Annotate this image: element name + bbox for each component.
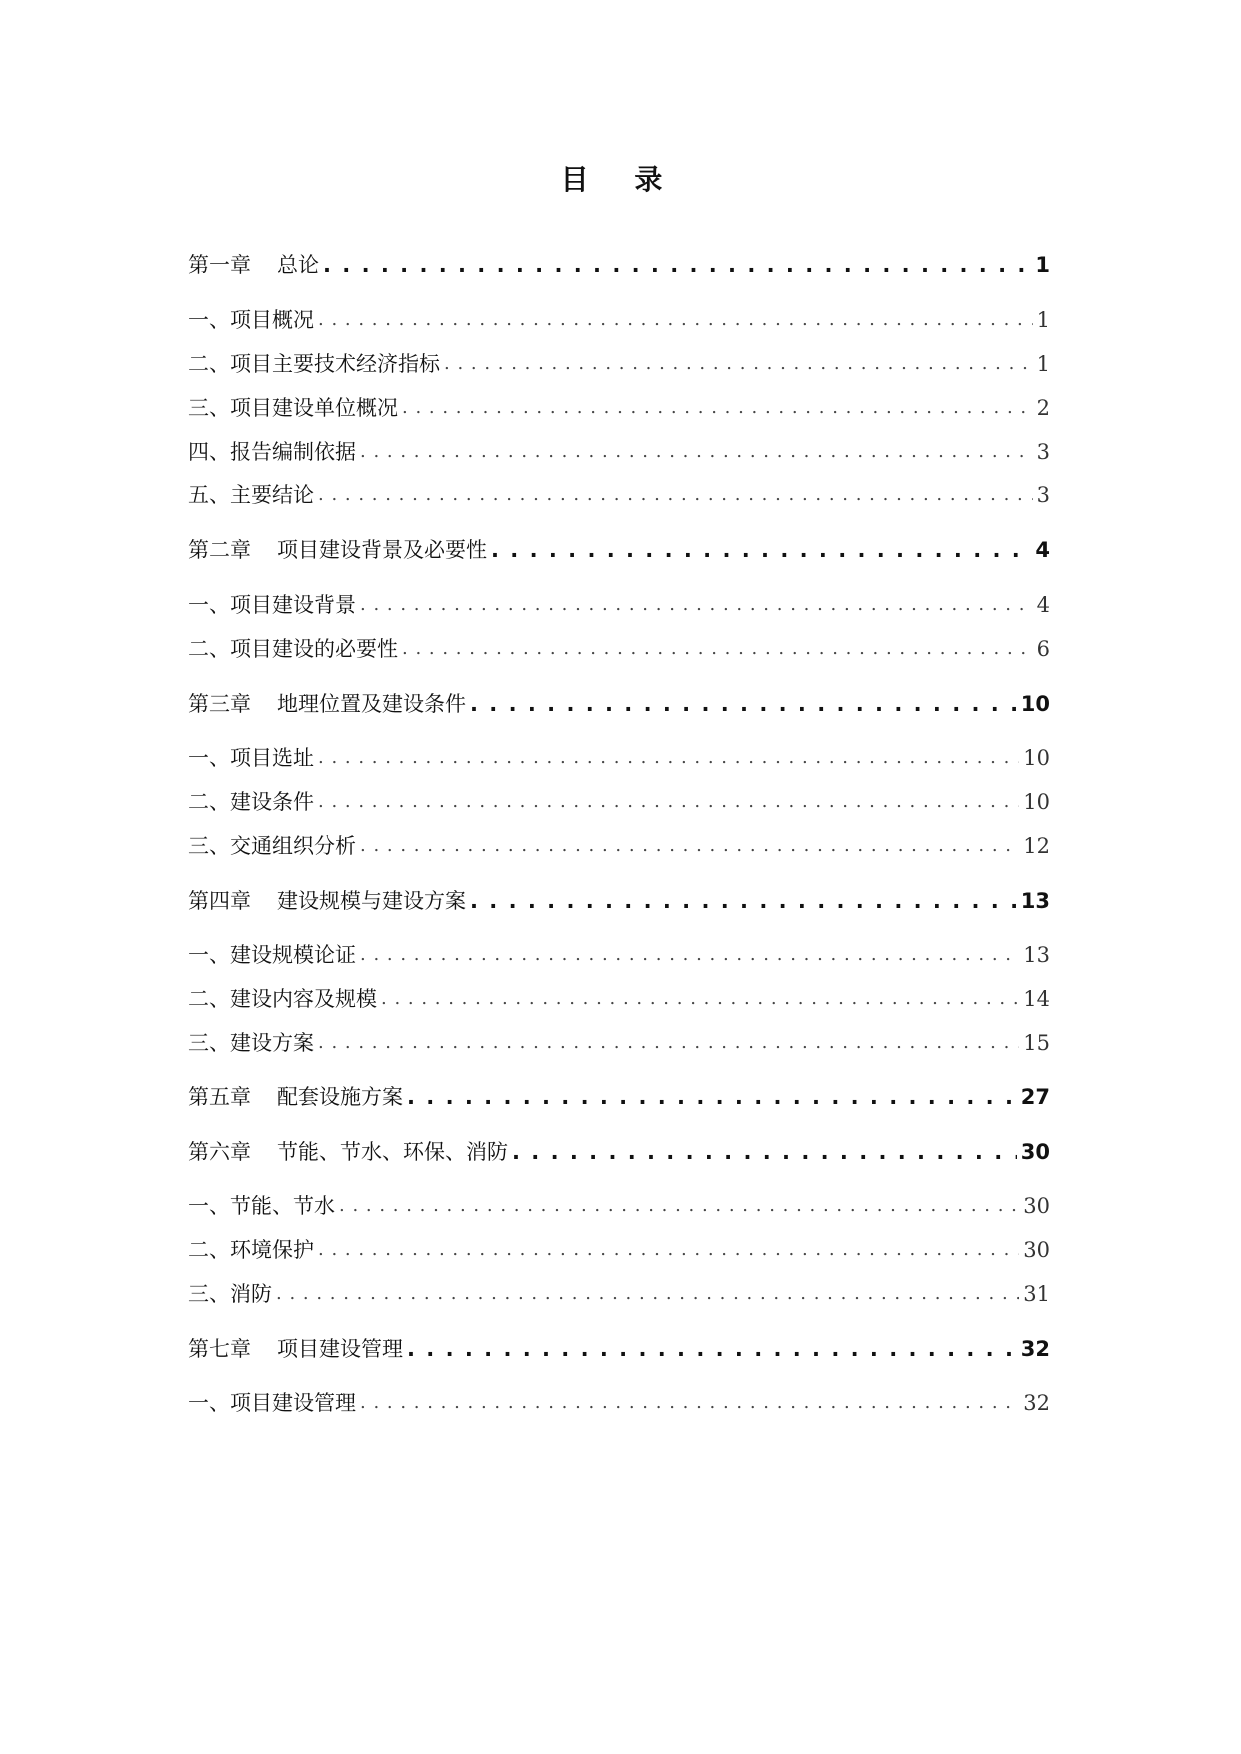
- dot-leader: [318, 306, 1033, 334]
- toc-entry-label: 二、项目建设的必要性: [188, 637, 398, 661]
- toc-page-number: 6: [1036, 637, 1050, 661]
- toc-entry-label: 一、项目选址: [188, 746, 314, 770]
- toc-section-entry[interactable]: [188, 477, 1050, 509]
- dot-leader: [381, 985, 1019, 1013]
- toc-page-number: 30: [1023, 1194, 1050, 1218]
- dot-leader: [360, 832, 1019, 860]
- toc-page-number: 3: [1036, 483, 1050, 507]
- chapter-number: 第四章: [188, 889, 251, 913]
- toc-chapter-entry[interactable]: [188, 1079, 1050, 1111]
- chapter-title: 总论: [277, 253, 319, 277]
- toc-page-number: 32: [1023, 1391, 1050, 1415]
- toc-page-number: 32: [1020, 1337, 1050, 1361]
- toc-section-entry[interactable]: [188, 1025, 1050, 1057]
- toc-page-number: 1: [1036, 352, 1050, 376]
- toc-section-entry[interactable]: [188, 1385, 1050, 1417]
- toc-page-number: 13: [1020, 889, 1050, 913]
- toc-section-entry[interactable]: [188, 390, 1050, 422]
- chapter-number: 第三章: [188, 692, 251, 716]
- toc-page-number: 13: [1023, 943, 1050, 967]
- chapter-number: 第一章: [188, 253, 251, 277]
- toc-entry-label: 一、项目建设管理: [188, 1391, 356, 1415]
- chapter-title: 项目建设背景及必要性: [277, 538, 487, 562]
- dot-leader: [323, 251, 1031, 279]
- toc-entry-label: 三、建设方案: [188, 1031, 314, 1055]
- toc-title: 目 录: [560, 163, 681, 196]
- chapter-number: 第七章: [188, 1337, 251, 1361]
- dot-leader: [318, 744, 1019, 772]
- dot-leader: [318, 1029, 1019, 1057]
- toc-section-entry[interactable]: [188, 828, 1050, 860]
- dot-leader: [402, 635, 1033, 663]
- toc-section-entry[interactable]: [188, 587, 1050, 619]
- dot-leader: [491, 536, 1031, 564]
- dot-leader: [360, 438, 1033, 466]
- toc-entry-label: [188, 1335, 403, 1363]
- toc-page-number: 10: [1023, 790, 1050, 814]
- toc-page-number: 4: [1035, 538, 1050, 562]
- toc-entry-label: 三、项目建设单位概况: [188, 396, 398, 420]
- toc-entry-label: 一、建设规模论证: [188, 943, 356, 967]
- toc-entry-label: [188, 1083, 403, 1111]
- toc-entry-label: [188, 690, 466, 718]
- dot-leader: [318, 481, 1033, 509]
- toc-page-number: 30: [1023, 1238, 1050, 1262]
- toc-entry-label: 三、消防: [188, 1282, 272, 1306]
- dot-leader: [470, 887, 1017, 915]
- toc-page-number: 3: [1036, 440, 1050, 464]
- chapter-title: 地理位置及建设条件: [277, 692, 466, 716]
- dot-leader: [512, 1138, 1017, 1166]
- dot-leader: [407, 1083, 1017, 1111]
- dot-leader: [360, 941, 1019, 969]
- toc-chapter-entry[interactable]: [188, 247, 1050, 279]
- toc-entry-label: 三、交通组织分析: [188, 834, 356, 858]
- toc-section-entry[interactable]: [188, 1188, 1050, 1220]
- toc-entry-label: [188, 251, 319, 279]
- toc-section-entry[interactable]: [188, 937, 1050, 969]
- toc-section-entry[interactable]: [188, 302, 1050, 334]
- toc-entry-label: 二、建设条件: [188, 790, 314, 814]
- toc-page-number: 27: [1020, 1085, 1050, 1109]
- chapter-title: 节能、节水、环保、消防: [277, 1140, 508, 1164]
- toc-page-number: 31: [1023, 1282, 1050, 1306]
- toc-page-number: 2: [1036, 396, 1050, 420]
- toc-page-number: 12: [1023, 834, 1050, 858]
- toc-entry-label: 二、项目主要技术经济指标: [188, 352, 440, 376]
- dot-leader: [407, 1335, 1017, 1363]
- toc-entry-label: 一、节能、节水: [188, 1194, 335, 1218]
- chapter-number: 第五章: [188, 1085, 251, 1109]
- toc-page-number: 10: [1023, 746, 1050, 770]
- toc-page-number: 14: [1023, 987, 1050, 1011]
- dot-leader: [360, 591, 1033, 619]
- chapter-title: 项目建设管理: [277, 1337, 403, 1361]
- toc-section-entry[interactable]: [188, 1276, 1050, 1308]
- chapter-title: 配套设施方案: [277, 1085, 403, 1109]
- toc-entry-label: 二、环境保护: [188, 1238, 314, 1262]
- toc-page-number: 1: [1035, 253, 1050, 277]
- dot-leader: [318, 1236, 1019, 1264]
- chapter-number: 第六章: [188, 1140, 251, 1164]
- toc-page-number: 30: [1020, 1140, 1050, 1164]
- toc-chapter-entry[interactable]: [188, 1134, 1050, 1166]
- toc-page-number: 1: [1036, 308, 1050, 332]
- toc-chapter-entry[interactable]: [188, 686, 1050, 718]
- toc-page-number: 4: [1036, 593, 1050, 617]
- toc-chapter-entry[interactable]: [188, 883, 1050, 915]
- chapter-number: 第二章: [188, 538, 251, 562]
- toc-entry-label: [188, 536, 487, 564]
- toc-section-entry[interactable]: [188, 1232, 1050, 1264]
- toc-page-number: 15: [1023, 1031, 1050, 1055]
- chapter-title: 建设规模与建设方案: [277, 889, 466, 913]
- toc-section-entry[interactable]: [188, 631, 1050, 663]
- dot-leader: [360, 1389, 1019, 1417]
- toc-entry-label: 一、项目概况: [188, 308, 314, 332]
- dot-leader: [276, 1280, 1019, 1308]
- toc-page-number: 10: [1020, 692, 1050, 716]
- dot-leader: [402, 394, 1033, 422]
- toc-section-entry[interactable]: [188, 740, 1050, 772]
- toc-section-entry[interactable]: [188, 981, 1050, 1013]
- toc-list: [188, 0, 1050, 1754]
- toc-entry-label: 一、项目建设背景: [188, 593, 356, 617]
- toc-entry-label: 四、报告编制依据: [188, 440, 356, 464]
- toc-section-entry[interactable]: [188, 346, 1050, 378]
- toc-section-entry[interactable]: [188, 434, 1050, 466]
- toc-entry-label: 二、建设内容及规模: [188, 987, 377, 1011]
- toc-chapter-entry[interactable]: [188, 1331, 1050, 1363]
- dot-leader: [339, 1192, 1019, 1220]
- dot-leader: [318, 788, 1019, 816]
- dot-leader: [470, 690, 1017, 718]
- toc-entry-label: [188, 887, 466, 915]
- toc-entry-label: 五、主要结论: [188, 483, 314, 507]
- toc-entry-label: [188, 1138, 508, 1166]
- toc-chapter-entry[interactable]: [188, 532, 1050, 564]
- dot-leader: [444, 350, 1033, 378]
- toc-section-entry[interactable]: [188, 784, 1050, 816]
